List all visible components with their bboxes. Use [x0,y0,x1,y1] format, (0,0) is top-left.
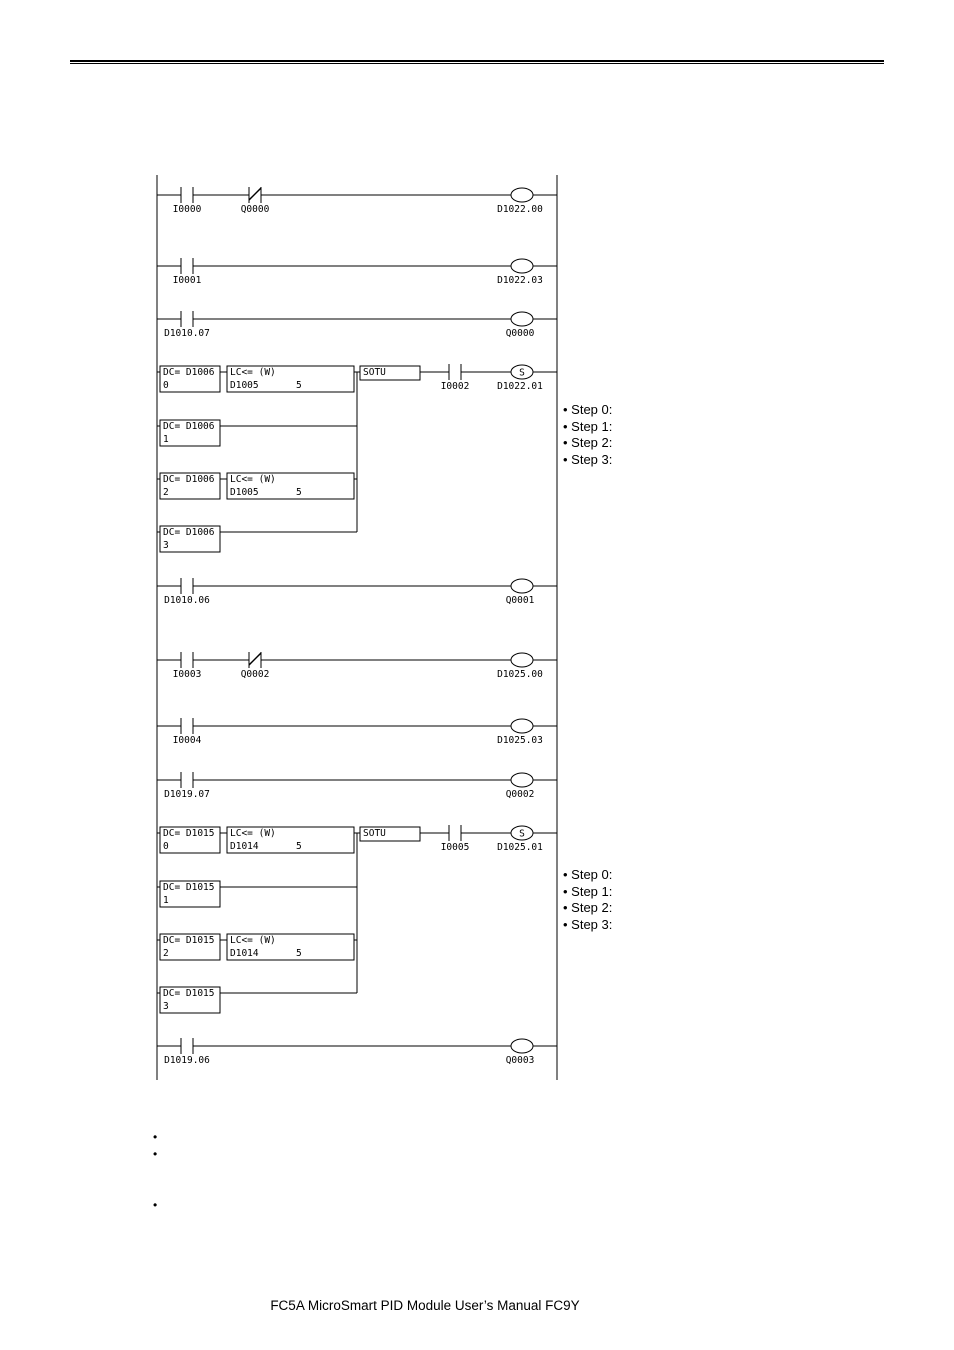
coil-mark: S [519,828,525,840]
lc-value: 5 [296,948,302,959]
footer-title: FC5A MicroSmart PID Module User’s Manual FC9Y [270,1298,580,1313]
lc-label: LC<= (W) [230,935,276,946]
coil [511,773,533,787]
dc-label: DC= D1015 [163,882,215,893]
lc-value: 5 [296,380,302,391]
coil-label: Q0003 [505,1055,535,1066]
dc-value: 0 [163,380,169,391]
lc-register: D1005 [230,487,259,498]
coil-label: D1022.03 [497,275,543,286]
contact-label: D1010.07 [164,328,210,339]
dc-label: DC= D1006 [163,474,215,485]
step-list-1 [563,402,612,468]
no-contact [173,258,202,286]
coil [511,259,533,273]
step-item: • Step 0: [563,402,613,417]
dc-value: 3 [163,1001,169,1012]
coil [511,719,533,733]
nc-contact [241,652,270,680]
contact-label: D1019.07 [164,789,210,800]
step-item: • Step 3: [563,451,613,467]
lc-register: D1014 [230,948,259,959]
sotu-label: SOTU [363,367,386,378]
coil-label: Q0001 [505,595,535,606]
dc-label: DC= D1015 [163,828,215,839]
dc-label: DC= D1015 [163,935,215,946]
contact-label: I0003 [172,669,202,680]
contact-label: D1019.06 [164,1055,210,1066]
lc-register: D1014 [230,841,259,852]
coil-label: Q0000 [505,328,535,339]
dc-value: 1 [163,895,169,906]
coil-label: D1025.03 [497,735,543,746]
contact-label: Q0000 [240,204,270,215]
lc-value: 5 [296,487,302,498]
step-item: • Step 2: [563,435,613,451]
dc-value: 0 [163,841,169,852]
coil [511,188,533,202]
no-contact [173,187,202,215]
coil [511,1039,533,1053]
nc-slash [249,188,261,200]
no-contact [173,652,202,680]
no-contact [164,311,210,339]
bullet: • [153,1130,158,1144]
no-contact [164,578,210,606]
contact-label: I0002 [440,381,470,392]
contact-label: I0001 [172,275,202,286]
nc-slash [249,653,261,665]
contact-label: I0004 [172,735,202,746]
contact-label: Q0002 [240,669,270,680]
dc-label: DC= D1006 [163,527,215,538]
dc-label: DC= D1006 [163,421,215,432]
lc-label: LC<= (W) [230,474,276,485]
contact-label: I0005 [440,842,470,853]
dc-label: DC= D1006 [163,367,215,378]
nc-contact [241,187,270,215]
dc-value: 2 [163,487,169,498]
dc-value: 2 [163,948,169,959]
bullet: • [153,1147,158,1161]
no-contact [441,364,470,392]
no-contact [164,1038,210,1066]
step-item: • Step 1: [563,418,613,434]
coil [511,312,533,326]
coil-mark: S [519,367,525,379]
dc-value: 3 [163,540,169,551]
coil-label: Q0002 [505,789,535,800]
sotu-label: SOTU [363,828,386,839]
step-item: • Step 0: [563,867,613,882]
coil-label: D1025.01 [497,842,543,853]
step-item: • Step 3: [563,916,613,932]
contact-label: D1010.06 [164,595,210,606]
coil [511,653,533,667]
lc-register: D1005 [230,380,259,391]
dc-label: DC= D1015 [163,988,215,999]
lc-label: LC<= (W) [230,367,276,378]
contact-label: I0000 [172,204,202,215]
step-item: • Step 2: [563,900,613,916]
coil-label: D1022.00 [497,204,543,215]
no-contact [173,718,202,746]
bullet: • [153,1198,158,1212]
no-contact [164,772,210,800]
coil-label: D1025.00 [497,669,543,680]
lc-value: 5 [296,841,302,852]
dc-value: 1 [163,434,169,445]
lc-label: LC<= (W) [230,828,276,839]
coil-label: D1022.01 [497,381,543,392]
coil [511,579,533,593]
no-contact [441,825,470,853]
step-list-2 [563,867,612,933]
step-item: • Step 1: [563,883,613,899]
